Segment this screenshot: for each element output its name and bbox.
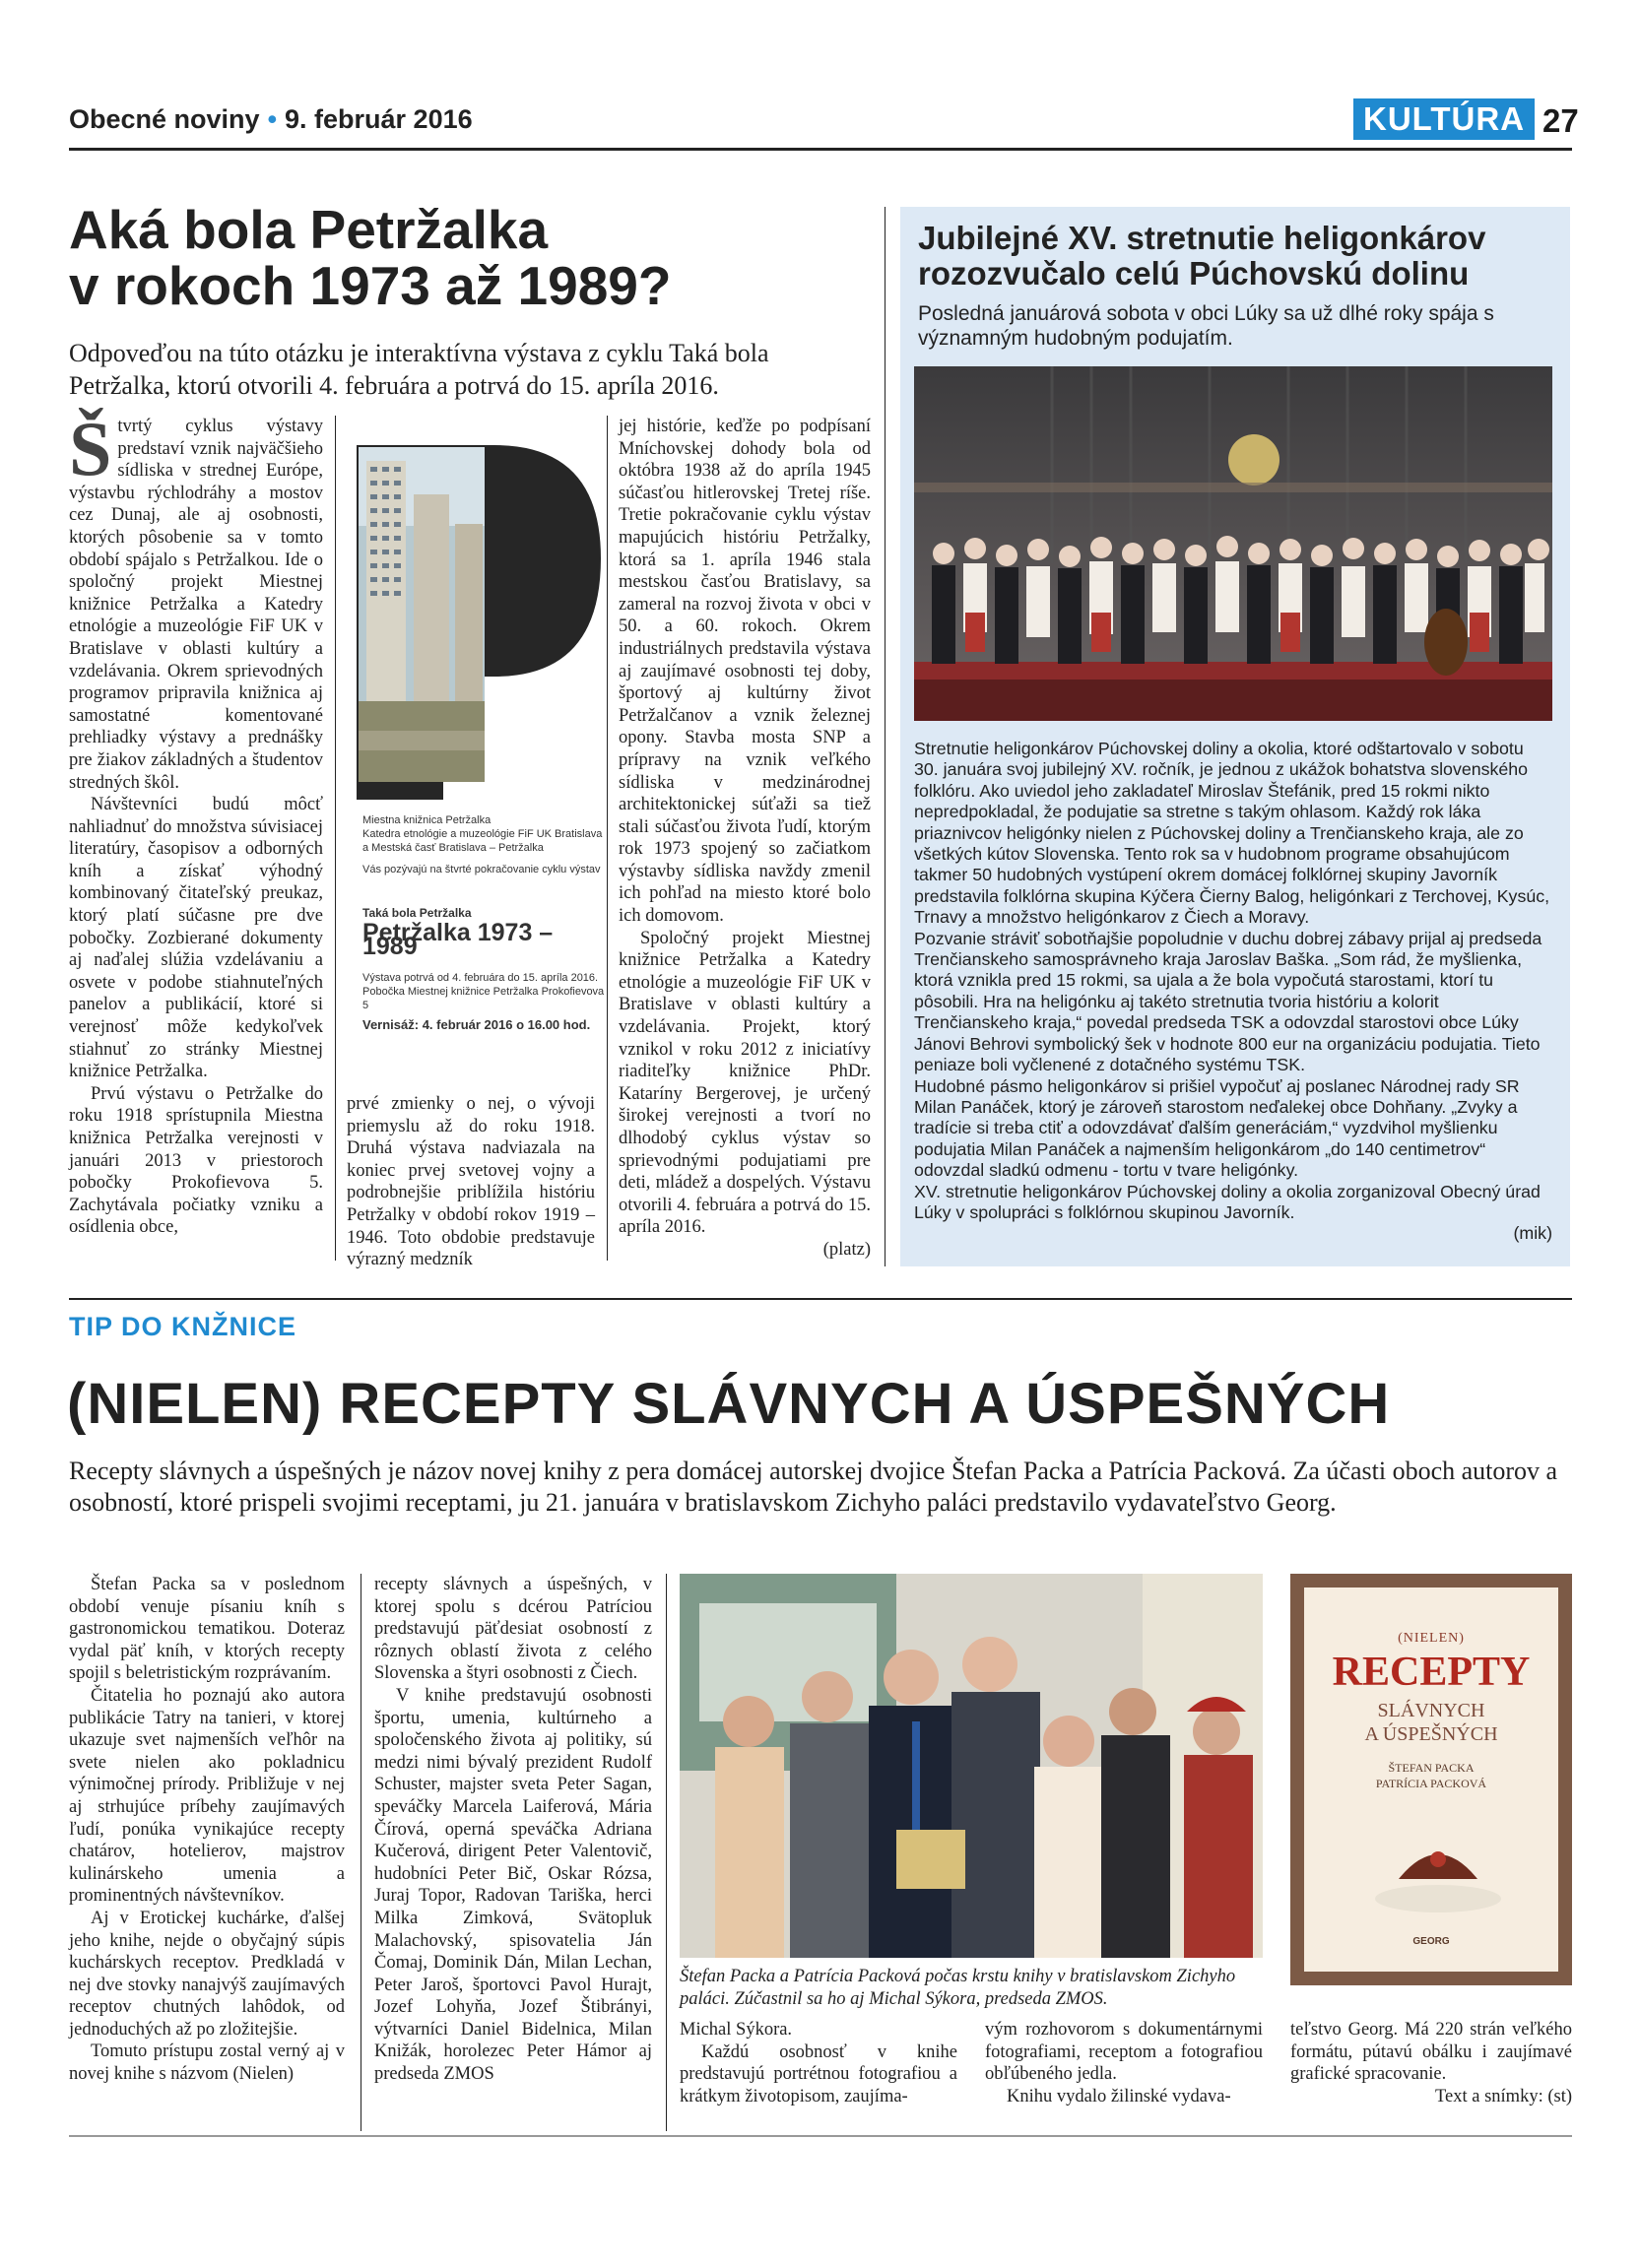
sidebar-article — [900, 207, 1570, 1266]
column-divider — [335, 416, 336, 1261]
book-publisher: GEORG — [1412, 1936, 1450, 1947]
book-subtitle: A ÚSPEŠNÝCH — [1364, 1723, 1498, 1745]
article1-column-1: Štvrtý cyklus výstavy predstaví vznik najväčšieho sídliska v strednej Európe, výstavbu rýchlodráhy a mostov cez Dunaj, ale aj osobnosti, ktorých pôsobenie sa v tomto období spájalo s Petržalkou. Ide o spoločný projekt Miestnej knižnice Petržalka a Katedry etnológie a muzeológie FiF UK v Bratislave v oblasti kultúry a vzdelávania. Okrem sprievodných programov pripravila knižnica aj samostatné komentované prehliadky výstavy a prednášky pre žiakov základných a študentov stredných škôl. Návštevníci budú môcť nahliadnuť do množstva súvisiacej literatúry, časopisov a odborných kníh a získať výhodný kombinovaný čitateľský preukaz, ktorý platí súčasne pre dve pobočky. Zozbierané dokumenty aj naďalej slúžia vzdelávaniu a osvete v podobe stiahnuteľných panelov a publikácií, ktoré si verejnosť môže kedykoľvek stiahnuť zo stránky Miestnej knižnice Petržalka. Prvú výstavu o Petržalke do roku 1918 sprístupnila Miestna knižnica Petržalka verejnosti v januári 2013 v priestoroch pobočky Prokofievova 5. Zachytávala počiatky vzniku a osídlenia obce, — [69, 406, 323, 1238]
bullet-icon: • — [267, 104, 278, 134]
dropcap: Š — [69, 406, 112, 491]
book-cover — [1290, 1574, 1572, 1985]
article1-title: Aká bola Petržalka v rokoch 1973 až 1989? — [69, 199, 672, 316]
section-label: KULTÚRA — [1353, 98, 1535, 140]
article2-column-5: teľstvo Georg. Má 220 strán veľkého formátu, pútavú obálku i zaujímavé grafické spracovanie. Text a snímky: (st) — [1290, 2020, 1572, 2106]
article2-title: (NIELEN) RECEPTY SLÁVNYCH A ÚSPEŠNÝCH — [67, 1372, 1391, 1436]
sidebar-subtitle: Posledná januárová sobota v obci Lúky sa už dlhé roky spája s významným hudobným podujatím. — [918, 302, 1494, 350]
sidebar-byline: (mik) — [1513, 1223, 1552, 1244]
article1-byline: (platz) — [822, 1239, 871, 1260]
article2-column-4: vým rozhovorom s dokumentárnymi fotografiami, receptom a fotografiou obľúbeného jedla. Knihu vydalo žilinské vydava- — [985, 2020, 1263, 2106]
top-rule — [69, 148, 1572, 151]
book-launch-graphic — [680, 1574, 1263, 1958]
section-rule — [69, 1298, 1572, 1300]
article2-kicker: TIP DO KNŽNICE — [69, 1312, 297, 1341]
book-subtitle: SLÁVNYCH — [1377, 1700, 1485, 1721]
page-number: 27 — [1542, 102, 1579, 139]
issue-date: 9. február 2016 — [285, 104, 473, 134]
article2-column-2: recepty slávnych a úspešných, v ktorej spolu s dcérou Patríciou predstavujú päťdesiat osobností z rôznych oblastí života z celého Slovenska a štyri osobnosti z Čiech. V knihe predstavujú osobnosti športu, umenia, kultúrneho a spoločenského života aj politiky, sú medzi nimi bývalý prezident Rudolf Schuster, majster sveta Peter Sagan, speváčky Marcela Laiferová, Mária Čírová, operná speváčka Adriana Kučerová, dirigent Peter Valentovič, hudobníci Peter Bič, Oskar Rózsa, Juraj Topor, Radovan Tariška, herci Milka Zimková, Svätopluk Malachovský, spisovatelia Ján Čomaj, Dominik Dán, Milan Lechan, Peter Jaroš, športovci Pavol Hurajt, Jozef Lohyňa, Jozef Štibrányi, výtvarníci Daniel Bidelnica, Milan Knižák, horolezec Peter Hámor aj predseda ZMOS — [374, 1575, 652, 2085]
column-divider — [666, 1574, 667, 2131]
concert-photo-graphic — [914, 366, 1552, 721]
article2-byline: Text a snímky: (st) — [1435, 2086, 1572, 2106]
column-divider — [885, 207, 886, 1266]
article1-lead: Odpoveďou na túto otázku je interaktívna výstava z cyklu Taká bola Petržalka, ktorú otvorili 4. februára a potrvá do 15. apríla 2016. — [69, 339, 769, 400]
sidebar-title: Jubilejné XV. stretnutie heligonkárov rozozvučalo celú Púchovskú dolinu — [918, 220, 1486, 292]
concert-photo — [914, 366, 1552, 721]
column-divider — [607, 416, 608, 1261]
bottom-rule — [69, 2135, 1572, 2137]
book-title-small: (NIELEN) — [1398, 1631, 1465, 1646]
article2-column-3: Michal Sýkora. Každú osobnosť v knihe predstavujú portrétnou fotografiou a krátkym životopisom, zaujíma- — [680, 2020, 957, 2106]
paper-name: Obecné noviny — [69, 104, 260, 134]
article2-lead: Recepty slávnych a úspešných je názov novej knihy z pera domácej autorskej dvojice Štefan Packa a Patrícia Packová. Za účasti oboch autorov a osobností, ktoré prispeli svojimi receptami, ju 21. januára v bratislavskom Zichyho paláci predstavilo vydavateľstvo Georg. — [69, 1457, 1558, 1517]
book-author: PATRÍCIA PACKOVÁ — [1375, 1777, 1487, 1790]
poster-text: Miestna knižnica Petržalka Katedra etnológie a muzeológie FiF UK Bratislava a Mestská časť Bratislava – Petržalka Vás pozývajú na štvrté pokračovanie cyklu výstav Taká bola Petržalka Petržalka 1973 – 1989 Výstava potrvá od 4. februára do 15. apríla 2016. Pobočka Miestnej knižnice Petržalka Prokofievova 5 Vernisáž: 4. február 2016 o 16.00 hod. — [362, 813, 609, 1032]
masthead — [69, 104, 473, 135]
article1-column-2: prvé zmienky o nej, o vývoji priemyslu až do roku 1918. Druhá výstava nadviazala na koniec prvej svetovej vojny a podrobnejšie priblížila históriu Petržalky v období rokov 1919 – 1946. Toto obdobie predstavuje výrazný medzník — [347, 1094, 595, 1270]
article1-column-3: jej histórie, keďže po podpísaní Mníchovskej dohody bola od októbra 1938 až do apríla 1945 súčasťou hitlerovskej Tretej ríše. Tretie pokračovanie cyklu výstav mapujúcich históriu Petržalky, ktorá sa 1. apríla 1946 stala mestskou časťou Bratislavy, sa zameral na rozvoj života v obci v 50. a 60. rokoch. Okrem industriálnych predstavila výstava aj zaujímavé osobnosti tej doby, športový aj kultúrny život Petržalčanov a vznik železnej opony. Stavba mosta SNP a prípravy na vznik veľkého sídliska v medzinárodnej architektonickej súťaži sa tiež stali súčasťou života ľudí, ktorým rok 1973 spojený so začiatkom výstavby sídliska navždy zmenil ich pohľad na miesto ktoré bolo ich domovom. Spoločný projekt Miestnej knižnice Petržalka a Katedry etnológie a muzeológie FiF UK v Bratislave v oblasti kultúry a vzdelávania. Projekt, ktorý vznikol v roku 2012 z iniciatívy riaditeľky knižnice PhDr. Kataríny Bergerovej, je určený širokej verejnosti a tvorí no dlhodobý cyklus výstav so sprievodnými podujatiami pre deti, mládež a dospelých. Výstavu otvorili 4. februára a potrvá do 15. apríla 2016. (platz) — [619, 417, 871, 1260]
book-title: RECEPTY — [1332, 1650, 1531, 1695]
sidebar-body: Stretnutie heligonkárov Púchovskej doliny a okolia, ktoré odštartovalo v sobotu 30. januára svoj jubilejný XV. ročník, je jednou z ukážok bohatstva slovenského folklóru. Ako uviedol jeho zakladateľ Miroslav Štefánik, pred 15 rokmi nikto nepredpokladal, že podujatie sa stretne s takým ohlasom. Každý rok láka priaznivcov heligónky nielen z Púchovskej doliny a Trenčianskeho kraja, ale zo všetkých kútov Slovenska. Tento rok sa v hudobnom programe obsahujúcom takmer 50 hudobných vystúpení okrem domácej folklórnej skupiny Javorník predstavila folklórna skupina Kýčera Čierny Balog, heligónkari z Terchovej, Kysúc, Trnavy a množstvo heligónkarov z Čiech a Moravy. Pozvanie stráviť sobotňajšie popoludnie v duchu dobrej zábavy prijal aj predseda Trenčianskeho samosprávneho kraja Jaroslav Baška. „Som rád, že myšlienka, ktorá vznikla pred 15 rokmi, sa ujala a že bola vypočutá starostami, ktorí tu pôsobili. Hra na heligónku aj takéto stretnutia tvoria históriu a kolorit Trenčianskeho kraja,“ povedal predseda TSK a odovzdal starostovi obce Lúky Jánovi Behrovi symbolický šek v hodnote 800 eur na organizáciu podujatia. Tieto peniaze boli vyčlenené z dotačného systému TSK. Hudobné pásmo heligonkárov si prišiel vypočuť aj poslanec Národnej rady SR Milan Panáček, ktorý je zároveň starostom neďalekej obce Dohňany. „Zvyky a tradície si treba ctiť a odovzdávať ďalším generáciám,“ vyzdvihol myšlienku podujatia Milan Panáček a najmenším heligonkárom „do 140 centimetrov“ odovzdal sladkú odmenu - tortu v tvare heligónky. XV. stretnutie heligonkárov Púchovskej doliny a okolia zorganizoval Obecný úrad Lúky v spolupráci s folklórnou skupinou Javorník. (mik) — [914, 739, 1552, 1244]
book-launch-photo — [680, 1574, 1263, 1958]
poster-title: Petržalka 1973 – 1989 — [362, 919, 554, 960]
article2-column-1: Štefan Packa sa v poslednom období venuje písaniu kníh s gastronomickou tematikou. Doteraz vydal päť kníh, v ktorých recepty spojil s beletristickým rozprávaním. Čitatelia ho poznajú ako autora publikácie Tatry na tanieri, v ktorej ukazuje svet najmenších veľhôr na svete nielen ako pokladnicu výnimočnej prírody. Približuje v nej aj strhujúce príbehy zaujímavých ľudí, ponúka vynikajúce recepty chatárov, hotelierov, majstrov kulinárskeho umenia a prominentných návštevníkov. Aj v Erotickej kuchárke, ďalšej jeho knihe, nejde o obyčajný súpis kuchárskych receptov. Predkladá v nej dve stovky nanajvýš zaujímavých receptov chutných lahôdok, od jednoduchých až po zložitejšie. Tomuto prístupu zostal verný aj v novej knihe s názvom (Nielen) — [69, 1575, 345, 2085]
photo-caption: Štefan Packa a Patrícia Packová počas krstu knihy v bratislavskom Zichyho paláci. Zúčastnil sa ho aj Michal Sýkora, predseda ZMOS. — [680, 1967, 1236, 2009]
book-author: ŠTEFAN PACKA — [1388, 1761, 1475, 1775]
